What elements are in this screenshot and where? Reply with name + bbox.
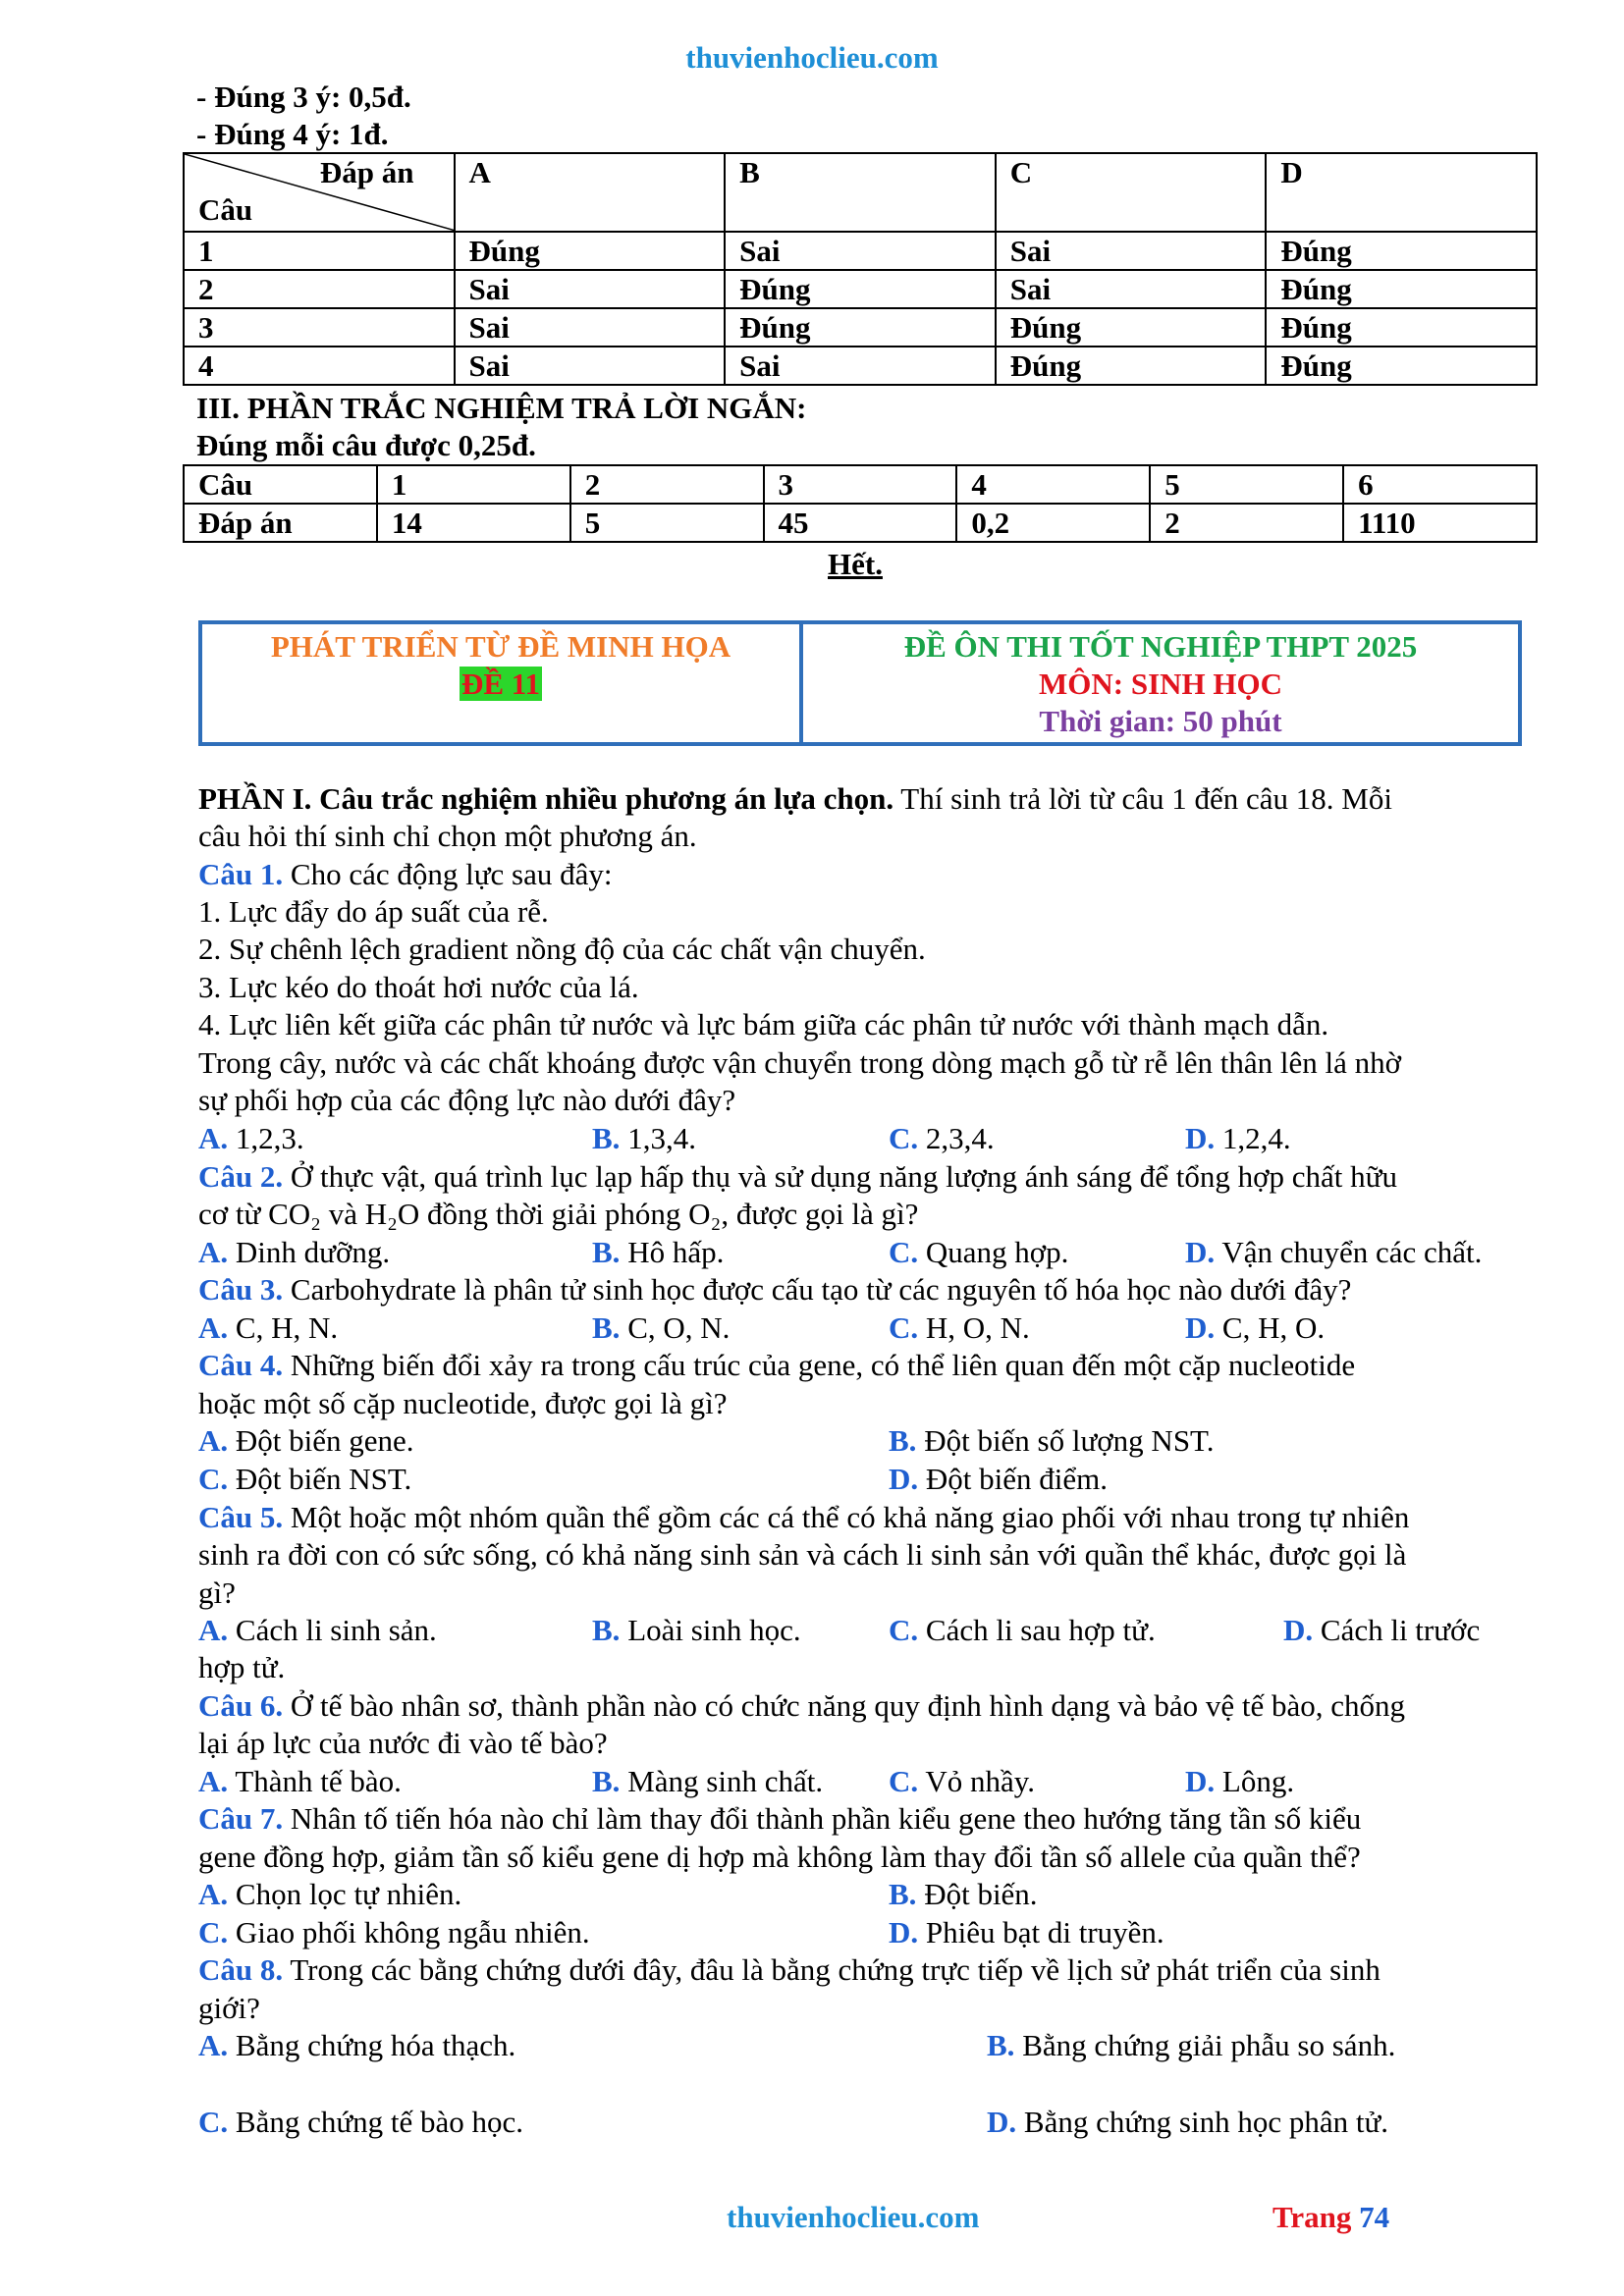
option-text: Dinh dưỡng. — [228, 1235, 391, 1269]
table-cell: Đúng — [725, 270, 996, 308]
table-row — [184, 232, 1537, 270]
option-d[interactable] — [1283, 1612, 1480, 1649]
table-row — [184, 465, 1537, 504]
option-text: Bằng chứng hóa thạch. — [228, 2028, 516, 2062]
option-b[interactable] — [889, 1876, 1038, 1913]
question-text: Trong các bằng chứng dưới đây, đâu là bằng chứng trực tiếp về lịch sử phát triển của sinh — [283, 1952, 1380, 1987]
option-key: C. — [889, 1310, 919, 1345]
question-text: 4. Lực liên kết giữa các phân tử nước và lực bám giữa các phân tử nước với thành mạch dẫn. — [198, 1007, 1329, 1041]
option-key: D. — [1185, 1121, 1216, 1155]
page-number — [1272, 2199, 1389, 2236]
table-cell: Sai — [725, 232, 996, 270]
question-text: Carbohydrate là phân tử sinh học được cấu tạo từ các nguyên tố hóa học nào dưới đây? — [283, 1272, 1352, 1307]
question-text: Ở thực vật, quá trình lục lạp hấp thụ và sử dụng năng lượng ánh sáng để tổng hợp chất hữu — [283, 1159, 1397, 1194]
header-c: C — [996, 153, 1267, 232]
exam-header-left — [202, 624, 803, 742]
header-a: A — [455, 153, 726, 232]
scoring-three: - Đúng 3 ý: 0,5đ. — [196, 80, 411, 114]
option-text: H, O, N. — [918, 1310, 1030, 1345]
option-a[interactable] — [198, 1234, 390, 1271]
question-8 — [198, 1951, 1380, 1989]
option-key: D. — [1185, 1764, 1216, 1798]
option-text: Cách li sinh sản. — [228, 1613, 437, 1647]
option-text: Đột biến số lượng NST. — [916, 1423, 1215, 1458]
table-cell: Sai — [996, 232, 1267, 270]
option-text: C, H, O. — [1215, 1310, 1326, 1345]
page-number-value: 74 — [1359, 2200, 1390, 2234]
table-row — [184, 347, 1537, 385]
option-key: C. — [198, 1462, 229, 1496]
exam-subject: MÔN: SINH HỌC — [1039, 667, 1282, 701]
option-c[interactable] — [889, 1234, 1068, 1271]
table-cell: Sai — [455, 347, 726, 385]
part1-heading — [198, 780, 1392, 818]
table-cell: Sai — [996, 270, 1267, 308]
table-cell: 6 — [1343, 465, 1537, 504]
short-answer-table — [183, 464, 1538, 543]
question-6 — [198, 1687, 1405, 1725]
option-key: B. — [592, 1764, 621, 1798]
option-a[interactable] — [198, 1309, 338, 1347]
option-b[interactable] — [592, 1763, 823, 1800]
question-3 — [198, 1271, 1351, 1308]
option-text: Đột biến điểm. — [918, 1462, 1108, 1496]
table-cell: 1 — [377, 465, 570, 504]
question-text: 2. Sự chênh lệch gradient nồng độ của các chất vận chuyển. — [198, 932, 926, 966]
table-cell: Sai — [455, 308, 726, 347]
table-cell: 2 — [570, 465, 764, 504]
part3-scoring: Đúng mỗi câu được 0,25đ. — [196, 428, 536, 462]
option-a[interactable] — [198, 2027, 515, 2064]
option-key: C. — [889, 1764, 919, 1798]
option-key: A. — [198, 1235, 229, 1269]
option-text: Loài sinh học. — [620, 1613, 801, 1647]
option-text: C, H, N. — [228, 1310, 339, 1345]
option-a[interactable] — [198, 1763, 402, 1800]
question-text: Một hoặc một nhóm quần thể gồm các cá thể có khả năng giao phối với nhau trong tự nhiên — [283, 1500, 1410, 1534]
table-cell: Đúng — [996, 308, 1267, 347]
option-text: Cách li sau hợp tử. — [918, 1613, 1156, 1647]
part1-instructions: Thí sinh trả lời từ câu 1 đến câu 18. Mỗi — [893, 781, 1392, 816]
option-key: D. — [1185, 1310, 1216, 1345]
question-text: Những biến đổi xảy ra trong cấu trúc của gene, có thể liên quan đến một cặp nucleotide — [283, 1348, 1356, 1382]
option-key: A. — [198, 1121, 229, 1155]
part3-title: III. PHẦN TRẮC NGHIỆM TRẢ LỜI NGẮN: — [196, 391, 807, 425]
table-cell: 5 — [570, 504, 764, 542]
table-row — [184, 504, 1537, 542]
question-2 — [198, 1158, 1397, 1196]
option-key: A. — [198, 1877, 229, 1911]
question-label: Câu 2. — [198, 1159, 284, 1194]
option-d[interactable] — [889, 1461, 1108, 1498]
option-c[interactable] — [889, 1612, 1156, 1649]
row-label: Câu — [184, 465, 377, 504]
question-label: Câu 8. — [198, 1952, 284, 1987]
question-4 — [198, 1347, 1355, 1384]
option-key: C. — [889, 1235, 919, 1269]
table-cell: 4 — [956, 465, 1150, 504]
option-key: D. — [889, 1462, 919, 1496]
option-a[interactable] — [198, 1120, 304, 1157]
option-d[interactable] — [1185, 1309, 1325, 1347]
table-cell: 3 — [764, 465, 957, 504]
option-d[interactable] — [1185, 1763, 1294, 1800]
question-text: Nhân tố tiến hóa nào chỉ làm thay đổi thành phần kiểu gene theo hướng tăng tần số kiểu — [283, 1801, 1362, 1836]
option-key: C. — [198, 2105, 229, 2139]
exam-title: ĐỀ ÔN THI TỐT NGHIỆP THPT 2025 — [903, 629, 1418, 664]
option-text: Chọn lọc tự nhiên. — [228, 1877, 462, 1911]
table-cell: Sai — [455, 270, 726, 308]
question-label: Câu 1. — [198, 857, 284, 891]
option-d[interactable] — [1185, 1234, 1482, 1271]
question-text: sự phối hợp của các động lực nào dưới đây? — [198, 1083, 736, 1117]
option-text: Lông. — [1215, 1764, 1295, 1798]
table-header-row — [184, 153, 1537, 232]
scoring-four: - Đúng 4 ý: 1đ. — [196, 117, 389, 151]
option-key: D. — [1283, 1613, 1314, 1647]
table-cell: Đúng — [1266, 270, 1537, 308]
question-7 — [198, 1800, 1361, 1838]
question-label: Câu 6. — [198, 1688, 284, 1723]
option-a[interactable] — [198, 1612, 437, 1649]
question-text: Trong cây, nước và các chất khoáng được vận chuyển trong dòng mạch gỗ từ rễ lên thân lên lá nhờ — [198, 1045, 1401, 1080]
row-label: 1 — [184, 232, 455, 270]
option-text: Hô hấp. — [620, 1235, 725, 1269]
table-row — [184, 270, 1537, 308]
exam-duration: Thời gian: 50 phút — [1039, 704, 1282, 738]
option-key: C. — [889, 1121, 919, 1155]
corner-bottom-label: Câu — [198, 192, 253, 227]
question-label: Câu 4. — [198, 1348, 284, 1382]
question-text: gene đồng hợp, giảm tần số kiểu gene dị hợp mà không làm thay đổi tần số allele của quần thể? — [198, 1840, 1361, 1874]
footer-site-link[interactable]: thuvienhoclieu.com — [727, 2200, 980, 2234]
option-text: Đột biến NST. — [228, 1462, 412, 1496]
corner-top-label: Đáp án — [319, 155, 414, 189]
row-label: 3 — [184, 308, 455, 347]
option-key: B. — [592, 1121, 621, 1155]
option-text: Thành tế bào. — [228, 1764, 402, 1798]
option-text: 1,3,4. — [620, 1121, 696, 1155]
option-key: A. — [198, 1310, 229, 1345]
header-site-link[interactable]: thuvienhoclieu.com — [685, 40, 939, 75]
option-key: C. — [198, 1915, 229, 1949]
option-text: 1,2,4. — [1215, 1121, 1291, 1155]
option-c[interactable] — [889, 1763, 1035, 1800]
true-false-answer-table — [183, 152, 1538, 386]
option-key: B. — [889, 1423, 917, 1458]
option-b[interactable] — [592, 1612, 801, 1649]
question-5 — [198, 1499, 1409, 1536]
row-label: 2 — [184, 270, 455, 308]
exam-source-title: PHÁT TRIỂN TỪ ĐỀ MINH HỌA — [270, 629, 731, 664]
option-c[interactable] — [198, 1461, 411, 1498]
option-text: Bằng chứng sinh học phân tử. — [1016, 2105, 1388, 2139]
option-b[interactable] — [592, 1309, 730, 1347]
option-key: B. — [592, 1310, 621, 1345]
table-cell: Đúng — [996, 347, 1267, 385]
row-label: Đáp án — [184, 504, 377, 542]
question-text: gì? — [198, 1575, 236, 1610]
option-c[interactable] — [889, 1120, 995, 1157]
question-text: sinh ra đời con có sức sống, có khả năng sinh sản và cách li sinh sản với quần thể khác, được gọi là — [198, 1537, 1407, 1572]
option-d[interactable] — [1185, 1120, 1291, 1157]
exam-header-box — [198, 620, 1522, 746]
option-text: Phiêu bạt di truyền. — [918, 1915, 1164, 1949]
header-b: B — [725, 153, 996, 232]
question-text: lại áp lực của nước đi vào tế bào? — [198, 1726, 608, 1760]
option-text: 1,2,3. — [228, 1121, 304, 1155]
part1-instructions-line2: câu hỏi thí sinh chỉ chọn một phương án. — [198, 819, 697, 853]
question-text: cơ từ CO₂ và H₂O đồng thời giải phóng O₂, được gọi là gì? — [198, 1197, 919, 1231]
option-c[interactable] — [198, 1914, 590, 1951]
question-label: Câu 3. — [198, 1272, 284, 1307]
table-cell: 14 — [377, 504, 570, 542]
option-key: A. — [198, 1423, 229, 1458]
option-key: A. — [198, 1764, 229, 1798]
option-b[interactable] — [987, 2027, 1395, 2064]
option-c[interactable] — [889, 1309, 1030, 1347]
option-key: B. — [987, 2028, 1015, 2062]
exam-number-badge: ĐỀ 11 — [460, 667, 541, 701]
option-text: Bằng chứng tế bào học. — [228, 2105, 524, 2139]
table-cell: Đúng — [1266, 232, 1537, 270]
table-cell: Đúng — [1266, 308, 1537, 347]
option-key: D. — [1185, 1235, 1216, 1269]
option-key: D. — [889, 1915, 919, 1949]
option-key: B. — [889, 1877, 917, 1911]
question-text: 3. Lực kéo do thoát hơi nước của lá. — [198, 970, 639, 1004]
table-cell: 5 — [1150, 465, 1343, 504]
option-text: Màng sinh chất. — [620, 1764, 824, 1798]
end-mark: Hết. — [828, 547, 883, 581]
table-cell: 2 — [1150, 504, 1343, 542]
table-cell: Đúng — [725, 308, 996, 347]
option-text: Đột biến. — [916, 1877, 1038, 1911]
exam-header-right — [803, 624, 1518, 742]
option-key: B. — [592, 1613, 621, 1647]
option-text: C, O, N. — [620, 1310, 731, 1345]
option-b[interactable] — [592, 1120, 696, 1157]
option-b[interactable] — [889, 1422, 1214, 1460]
option-text: Vỏ nhầy. — [918, 1764, 1035, 1798]
page-label: Trang — [1272, 2200, 1352, 2234]
question-label: Câu 5. — [198, 1500, 284, 1534]
option-key: C. — [889, 1613, 919, 1647]
header-d: D — [1266, 153, 1537, 232]
question-text: giới? — [198, 1991, 260, 2025]
question-text: Cho các động lực sau đây: — [283, 857, 613, 891]
option-key: A. — [198, 2028, 229, 2062]
option-b[interactable] — [592, 1234, 724, 1271]
option-text: Cách li trước — [1313, 1613, 1481, 1647]
question-1 — [198, 856, 612, 893]
option-text: Vận chuyển các chất. — [1215, 1235, 1483, 1269]
option-a[interactable] — [198, 1422, 414, 1460]
question-text: hoặc một số cặp nucleotide, được gọi là gì? — [198, 1386, 728, 1420]
table-cell: Đúng — [1266, 347, 1537, 385]
option-text: Quang hợp. — [918, 1235, 1069, 1269]
option-text: Đột biến gene. — [228, 1423, 414, 1458]
corner-cell — [184, 153, 455, 232]
option-d[interactable] — [889, 1914, 1164, 1951]
table-cell: Đúng — [455, 232, 726, 270]
option-key: D. — [987, 2105, 1017, 2139]
part1-title: PHẦN I. Câu trắc nghiệm nhiều phương án lựa chọn. — [198, 781, 894, 816]
row-label: 4 — [184, 347, 455, 385]
option-d[interactable] — [987, 2104, 1388, 2141]
question-label: Câu 7. — [198, 1801, 284, 1836]
option-text: 2,3,4. — [918, 1121, 995, 1155]
option-text: Bằng chứng giải phẫu so sánh. — [1014, 2028, 1396, 2062]
question-text: Ở tế bào nhân sơ, thành phần nào có chức năng quy định hình dạng và bảo vệ tế bào, chống — [283, 1688, 1406, 1723]
table-row — [184, 308, 1537, 347]
table-cell: 45 — [764, 504, 957, 542]
table-cell: 0,2 — [956, 504, 1150, 542]
option-a[interactable] — [198, 1876, 461, 1913]
option-key: A. — [198, 1613, 229, 1647]
question-text: 1. Lực đẩy do áp suất của rễ. — [198, 894, 549, 929]
table-cell: Sai — [725, 347, 996, 385]
option-key: B. — [592, 1235, 621, 1269]
option-text: Giao phối không ngẫu nhiên. — [228, 1915, 590, 1949]
option-c[interactable] — [198, 2104, 523, 2141]
option-text-wrap: hợp tử. — [198, 1650, 286, 1684]
table-cell: 1110 — [1343, 504, 1537, 542]
